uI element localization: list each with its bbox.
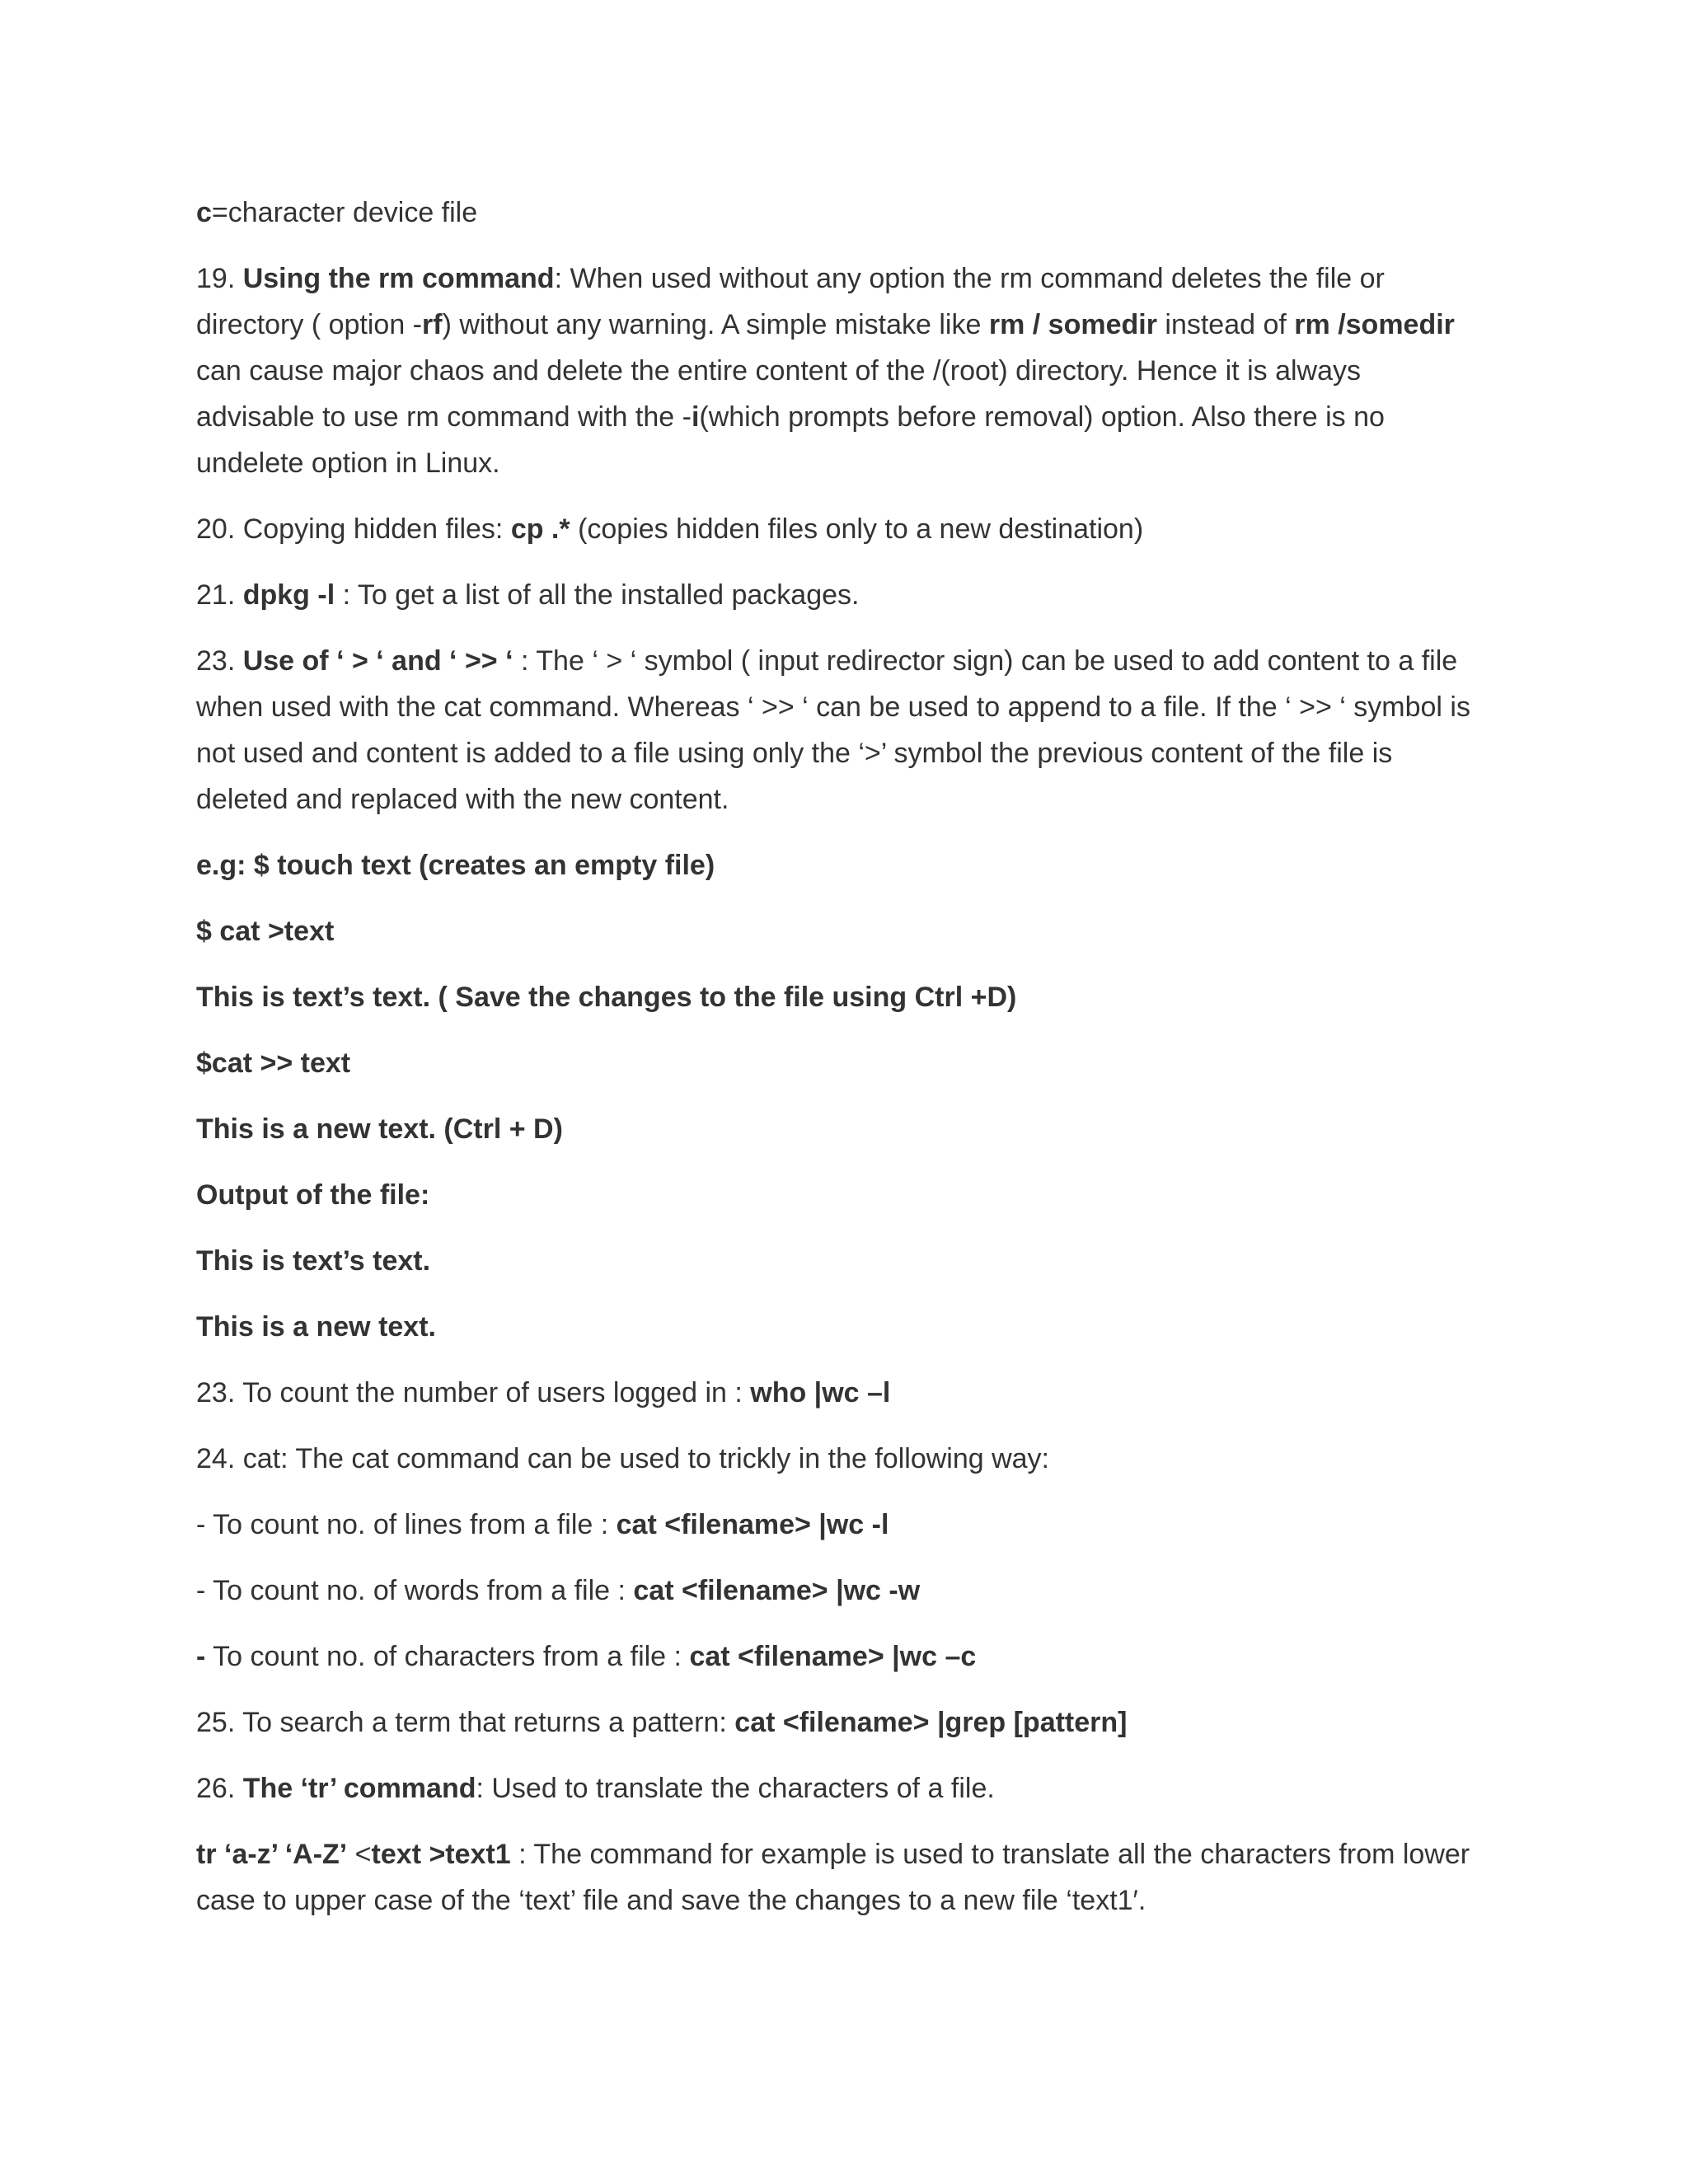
bold-text-span: rm /somedir — [1294, 309, 1455, 340]
paragraph-dpkg — [196, 572, 1482, 618]
paragraph-count-words — [196, 1568, 1482, 1614]
text-span: can cause major chaos and delete the entire content of the /(root) directory. Hence it is always advisable to use rm command with the - — [196, 355, 1361, 433]
text-span: To count no. of characters from a file : — [205, 1641, 690, 1672]
document-page — [196, 190, 1482, 1943]
text-span: 25. To search a term that returns a pattern: — [196, 1707, 735, 1738]
paragraph-output-line-2 — [196, 1304, 1482, 1350]
bold-text-span: This is a new text. (Ctrl + D) — [196, 1113, 563, 1145]
bold-text-span: who |wc –l — [750, 1377, 891, 1408]
text-span: (which prompts before removal) option. Also there is no undelete option in Linux. — [196, 401, 1385, 479]
text-span: (copies hidden files only to a new destination) — [570, 513, 1144, 545]
bold-text-span: text >text1 — [371, 1839, 511, 1870]
bold-text-span: The ‘tr’ command — [242, 1773, 476, 1804]
text-span: : When used without any option the rm command deletes the file or directory ( option - — [196, 263, 1385, 340]
text-span: 24. cat: The cat command can be used to trickly in the following way: — [196, 1443, 1050, 1474]
text-span: : Used to translate the characters of a file. — [476, 1773, 995, 1804]
text-span: ) without any warning. A simple mistake like — [442, 309, 989, 340]
paragraph-redirect-operators — [196, 638, 1482, 823]
text-span: < — [347, 1839, 372, 1870]
text-span: - To count no. of words from a file : — [196, 1575, 634, 1606]
text-span: 23. — [196, 645, 243, 677]
bold-text-span: cp .* — [510, 513, 570, 545]
paragraph-tr-example — [196, 1831, 1482, 1924]
bold-text-span: $ cat >text — [196, 916, 335, 947]
bold-text-span: e.g: $ touch text (creates an empty file) — [196, 850, 715, 881]
bold-text-span: rf — [422, 309, 443, 340]
text-span: : To get a list of all the installed packages. — [335, 579, 860, 611]
paragraph-character-device — [196, 190, 1482, 236]
bold-text-span: Use of ‘ > ‘ and ‘ >> ‘ — [242, 645, 513, 677]
bold-text-span: $cat >> text — [196, 1047, 351, 1079]
bold-text-span: This is text’s text. — [196, 1245, 431, 1277]
bold-text-span: Output of the file: — [196, 1179, 430, 1211]
bold-text-span: cat <filename> |wc -l — [616, 1509, 889, 1540]
text-span: 26. — [196, 1773, 243, 1804]
paragraph-example-cat-append — [196, 1040, 1482, 1086]
text-span: 19. — [196, 263, 243, 294]
bold-text-span: This is text’s text. ( Save the changes to the file using Ctrl +D) — [196, 982, 1017, 1013]
bold-text-span: This is a new text. — [196, 1311, 436, 1343]
bold-text-span: dpkg -l — [242, 579, 335, 611]
paragraph-example-new-text — [196, 1106, 1482, 1152]
paragraph-example-text-content — [196, 974, 1482, 1020]
paragraph-count-lines — [196, 1502, 1482, 1548]
paragraph-tr-command — [196, 1765, 1482, 1811]
paragraph-example-touch — [196, 842, 1482, 888]
bold-text-span: cat <filename> |grep [pattern] — [734, 1707, 1128, 1738]
paragraph-grep-pattern — [196, 1699, 1482, 1746]
bold-text-span: tr ‘a-z’ ‘A-Z’ — [196, 1839, 348, 1870]
text-span: : The command for example is used to translate all the characters from lower case to upper case of the ‘text’ file and save the changes to a new file ‘text1′. — [196, 1839, 1470, 1916]
bold-text-span: rm / somedir — [988, 309, 1157, 340]
paragraph-rm-command — [196, 255, 1482, 486]
bold-text-span: Using the rm command — [242, 263, 555, 294]
text-span: =character device file — [211, 197, 478, 228]
bold-text-span: c — [196, 197, 212, 228]
bold-text-span: cat <filename> |wc –c — [689, 1641, 977, 1672]
paragraph-output-line-1 — [196, 1238, 1482, 1284]
bold-text-span: i — [691, 401, 700, 433]
paragraph-copy-hidden-files — [196, 506, 1482, 552]
paragraph-count-characters — [196, 1633, 1482, 1680]
bold-text-span: - — [196, 1641, 206, 1672]
text-span: instead of — [1156, 309, 1295, 340]
text-span: - To count no. of lines from a file : — [196, 1509, 617, 1540]
text-span: 23. To count the number of users logged in : — [196, 1377, 751, 1408]
paragraph-cat-tricks — [196, 1436, 1482, 1482]
text-span: : The ‘ > ‘ symbol ( input redirector sign) can be used to add content to a file when used with the cat command. Whereas ‘ >> ‘ can be used to append to a file. If the ‘ >> ‘ symbol is not used and content is added to a file using only the ‘>’ symbol the previous content of the file is deleted and replaced with the new content. — [196, 645, 1470, 815]
paragraph-output-heading — [196, 1172, 1482, 1218]
paragraph-example-cat-write — [196, 908, 1482, 954]
text-span: 20. Copying hidden files: — [196, 513, 511, 545]
text-span: 21. — [196, 579, 243, 611]
paragraph-count-users — [196, 1370, 1482, 1416]
bold-text-span: cat <filename> |wc -w — [633, 1575, 921, 1606]
